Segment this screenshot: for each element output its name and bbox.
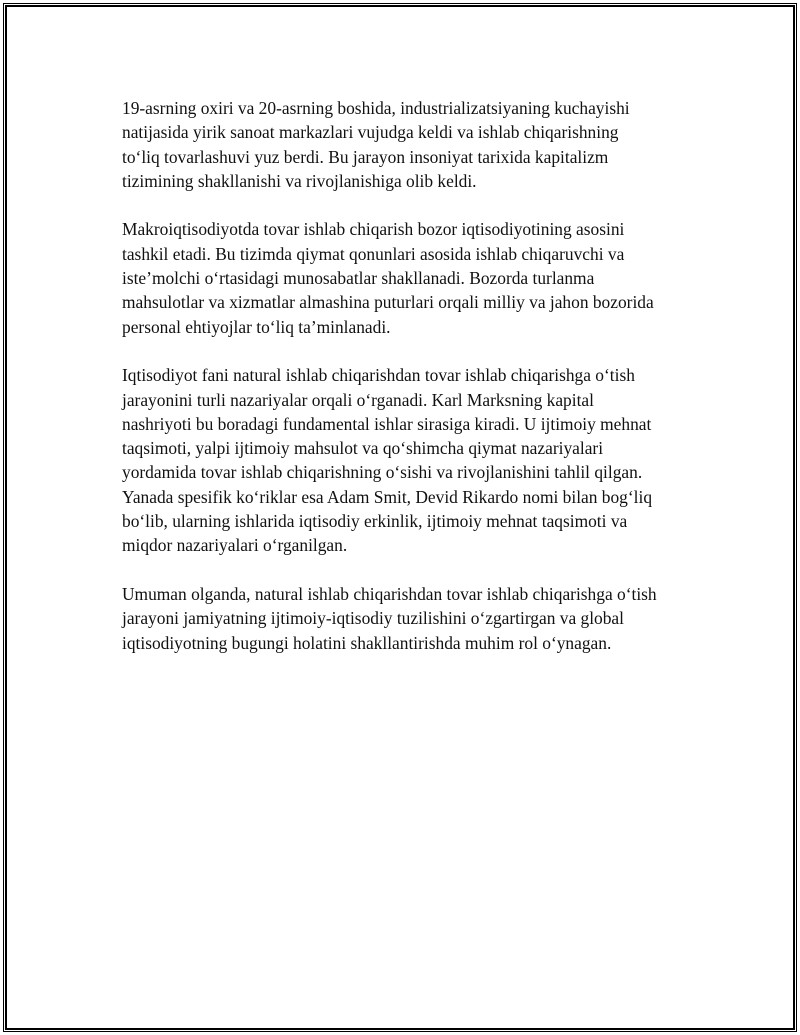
page-border <box>3 3 797 1032</box>
text-line: Makroiqtisodiyotda tovar ishlab chiqarish bozor iqtisodiyotining asosini <box>122 219 625 240</box>
text-line: Yanada spesifik ko‘riklar esa Adam Smit, Devid Rikardo nomi bilan bog‘liq <box>122 486 653 507</box>
text-line: iqtisodiyotning bugungi holatini shakllantirishda muhim rol o‘ynagan. <box>122 632 612 653</box>
text-line: to‘liq tovarlashuvi yuz berdi. Bu jarayon insoniyat tarixida kapitalizm <box>122 146 609 167</box>
text-line: miqdor nazariyalari o‘rganilgan. <box>122 535 348 556</box>
text-line: Umuman olganda, natural ishlab chiqarishdan tovar ishlab chiqarishga o‘tish <box>122 583 657 604</box>
text-line: bo‘lib, ularning ishlarida iqtisodiy erkinlik, ijtimoiy mehnat taqsimoti va <box>122 511 628 532</box>
text-line: tizimining shakllanishi va rivojlanishiga olib keldi. <box>122 170 477 191</box>
text-line: nashriyoti bu boradagi fundamental ishlar sirasiga kiradi. U ijtimoiy mehnat <box>122 413 652 434</box>
text-line: tashkil etadi. Bu tizimda qiymat qonunlari asosida ishlab chiqaruvchi va <box>122 243 625 264</box>
paragraph-2 <box>122 217 712 338</box>
paragraph-4 <box>122 582 712 655</box>
text-line: mahsulotlar va xizmatlar almashina puturlari orqali milliy va jahon bozorida <box>122 292 654 313</box>
text-line: yordamida tovar ishlab chiqarishning o‘sishi va rivojlanishini tahlil qilgan. <box>122 462 643 483</box>
text-line: personal ehtiyojlar to‘liq ta’minlanadi. <box>122 316 391 337</box>
document-body <box>122 96 712 679</box>
text-line: jarayoni jamiyatning ijtimoiy-iqtisodiy tuzilishini o‘zgartirgan va global <box>122 608 624 629</box>
text-line: taqsimoti, yalpi ijtimoiy mahsulot va qo‘shimcha qiymat nazariyalari <box>122 438 604 459</box>
text-line: natijasida yirik sanoat markazlari vujudga keldi va ishlab chiqarishning <box>122 122 619 143</box>
text-line: jarayonini turli nazariyalar orqali o‘rganadi. Karl Marksning kapital <box>122 389 594 410</box>
paragraph-1 <box>122 96 712 193</box>
text-line: Iqtisodiyot fani natural ishlab chiqarishdan tovar ishlab chiqarishga o‘tish <box>122 365 635 386</box>
paragraph-3 <box>122 363 712 557</box>
text-line: iste’molchi o‘rtasidagi munosabatlar shakllanadi. Bozorda turlanma <box>122 268 595 289</box>
text-line: 19-asrning oxiri va 20-asrning boshida, industrializatsiyaning kuchayishi <box>122 98 630 118</box>
